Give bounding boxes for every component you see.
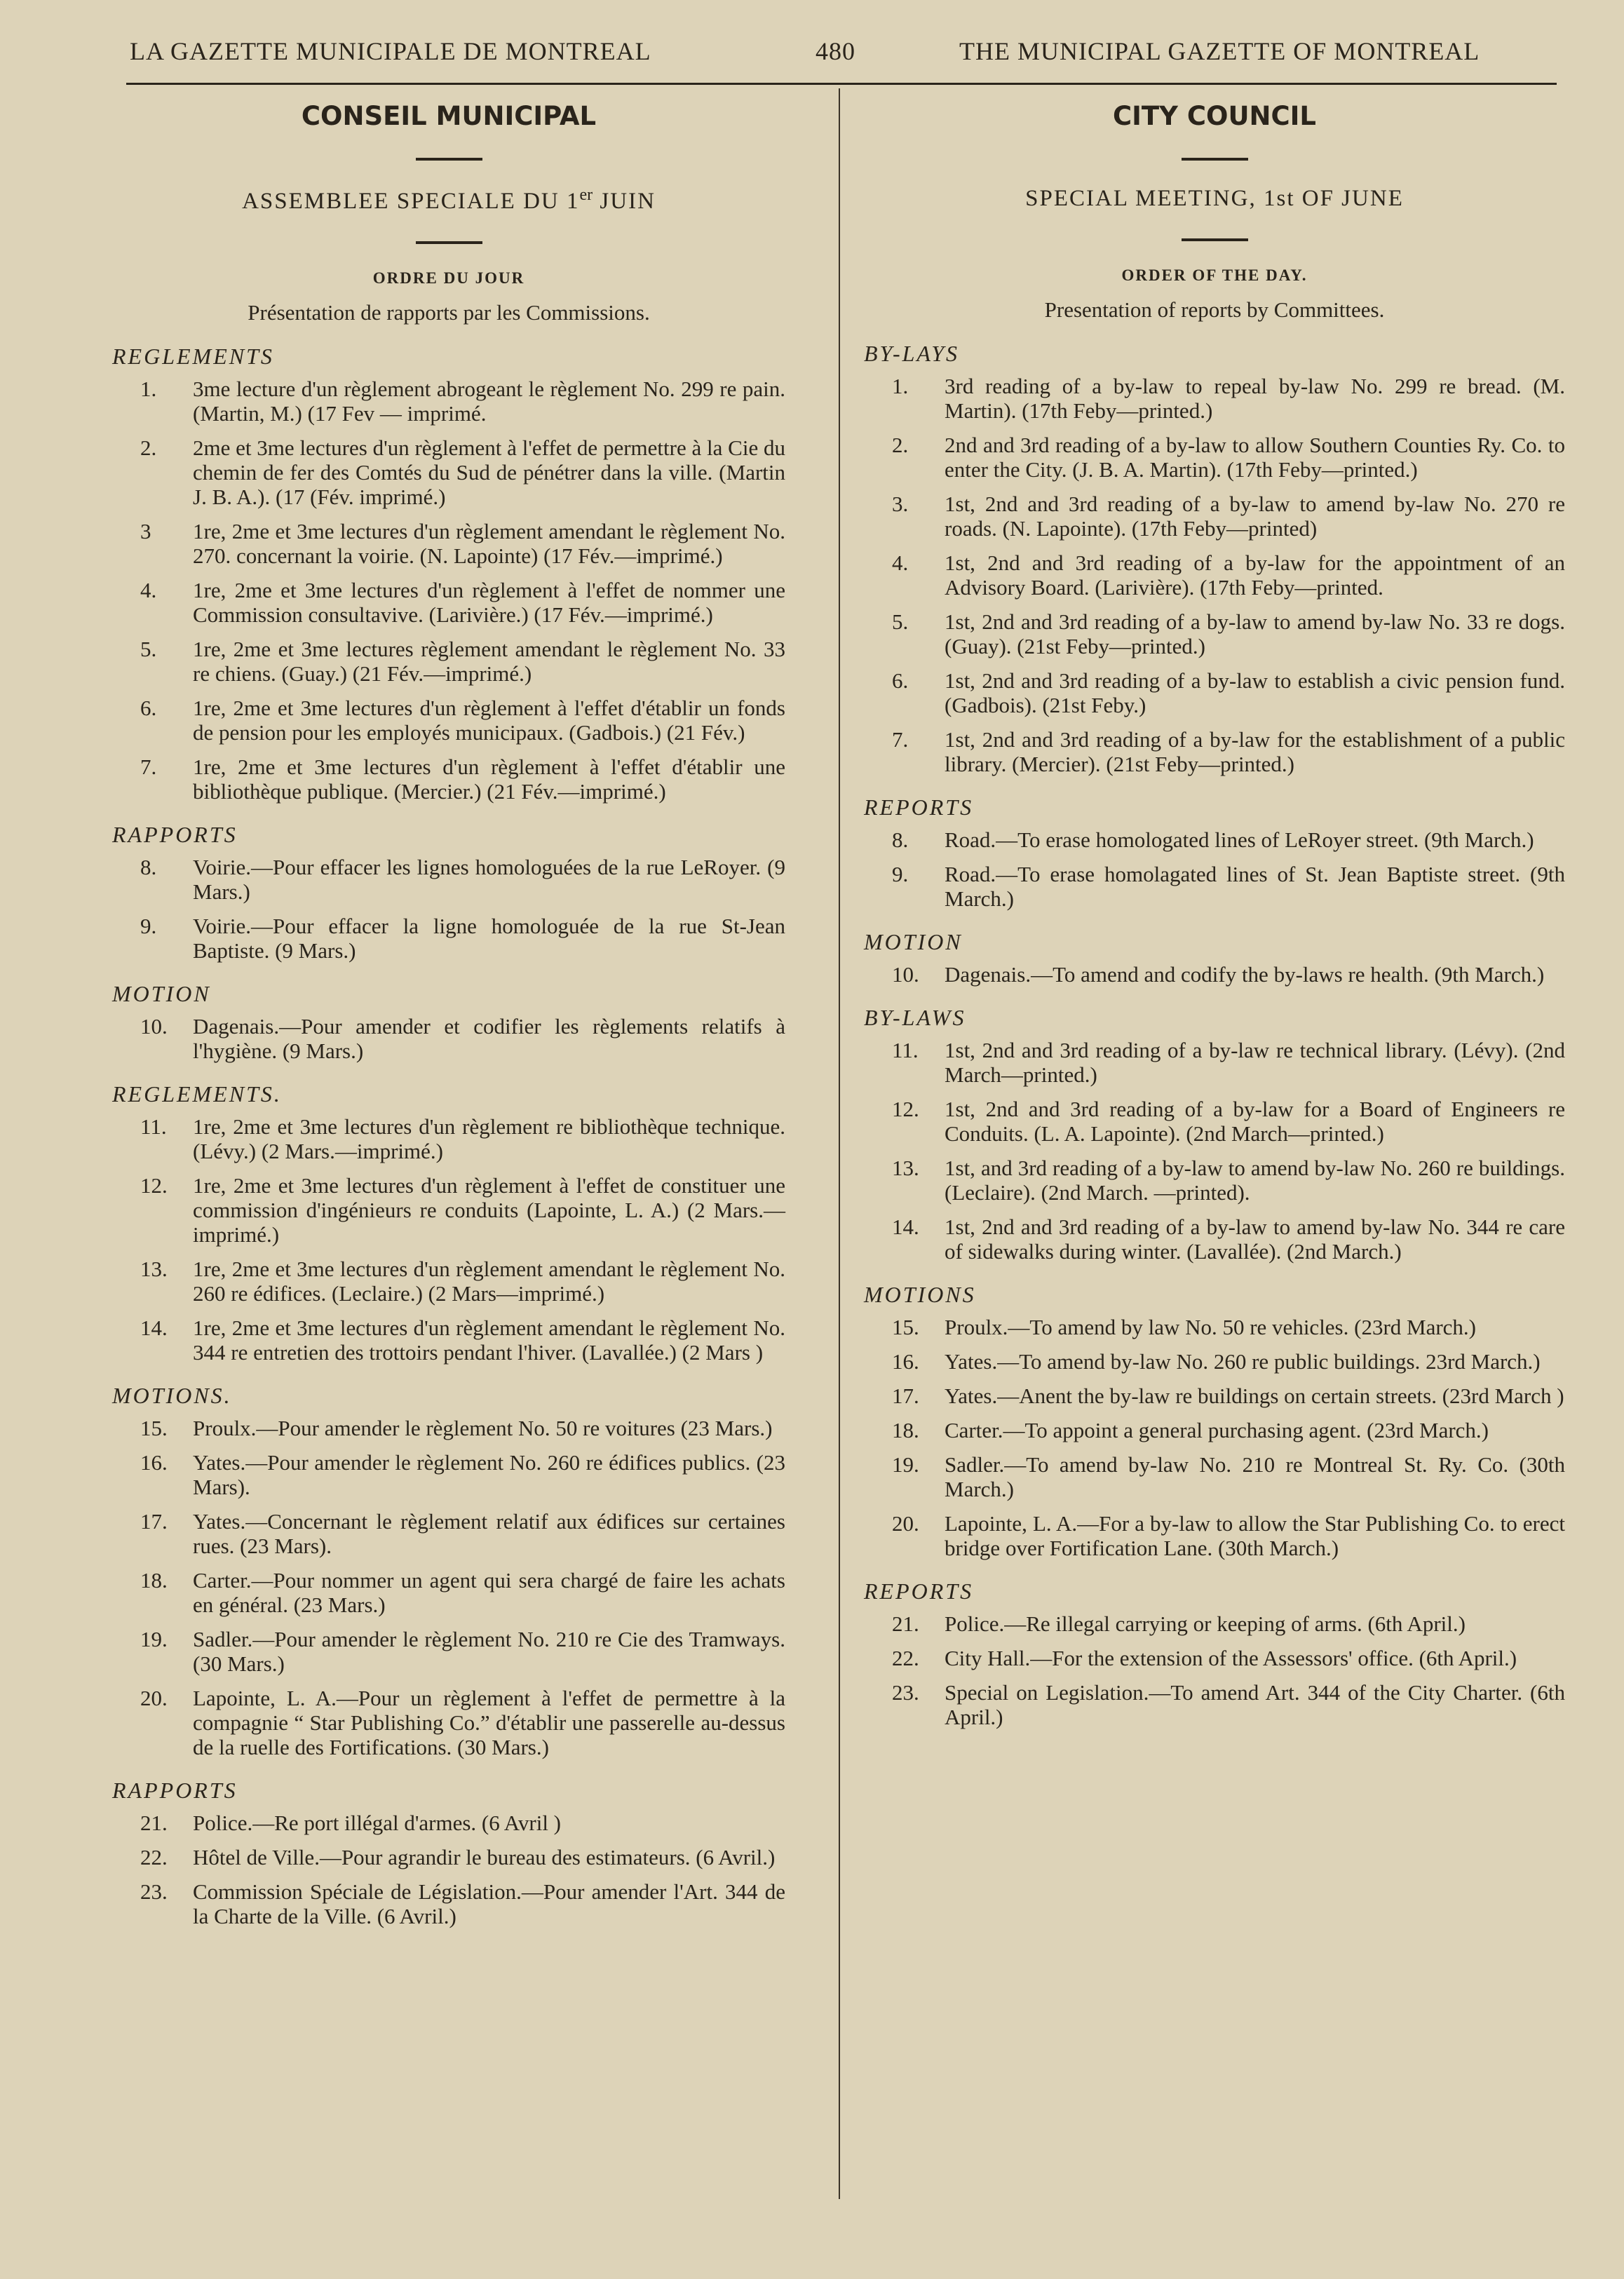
- item-text: Road.—To erase homolagated lines of St. Jean Baptiste street. (9th March.): [945, 862, 1565, 911]
- item-text: Commission Spéciale de Législation.—Pour amender l'Art. 344 de la Charte de la Ville. (6 Avril.): [193, 1879, 785, 1928]
- item-text: 1st, 2nd and 3rd reading of a by-law to amend by-law No. 270 re roads. (N. Lapointe). (17th Feby—printed): [945, 492, 1565, 541]
- agenda-item: [864, 1680, 1565, 1729]
- agenda-item: [112, 1114, 785, 1163]
- item-number: 8.: [140, 855, 157, 879]
- agenda-item: [864, 1215, 1565, 1264]
- agenda-item: [112, 1173, 785, 1247]
- item-text: 1st, 2nd and 3rd reading of a by-law for the appointment of an Advisory Board. (Larivière). (17th Feby—printed.: [945, 550, 1565, 600]
- header-right-title: THE MUNICIPAL GAZETTE OF MONTREAL: [959, 37, 1480, 65]
- agenda-item: [864, 1511, 1565, 1560]
- french-presentation: Présentation de rapports par les Commissions.: [248, 300, 650, 325]
- item-text: 2me et 3me lectures d'un règlement à l'effet de permettre à la Cie du chemin de fer des Comtés du Sud de pénétrer dans la ville. (Martin J. B. A.). (17 (Fév. imprimé.): [193, 435, 785, 509]
- agenda-item: [112, 1879, 785, 1928]
- item-number: 10.: [892, 962, 919, 987]
- item-number: 22.: [140, 1845, 168, 1869]
- item-text: 3rd reading of a by-law to repeal by-law No. 299 re bread. (M. Martin). (17th Feby—printed.): [945, 374, 1565, 423]
- item-number: 4.: [892, 550, 909, 575]
- section-heading: MOTION: [112, 981, 211, 1006]
- agenda-item: [112, 1257, 785, 1306]
- agenda-item: [864, 374, 1565, 423]
- item-number: 19.: [140, 1627, 168, 1651]
- subtitle-rule: [1182, 238, 1248, 241]
- item-text: Yates.—Concernant le règlement relatif aux édifices sur certaines rues. (23 Mars).: [193, 1509, 785, 1558]
- french-subtitle-tail: JUIN: [593, 189, 656, 214]
- agenda-item: [112, 914, 785, 963]
- agenda-item: [112, 1416, 785, 1440]
- english-subtitle: SPECIAL MEETING, 1st OF JUNE: [1025, 186, 1404, 211]
- item-number: 18.: [892, 1418, 919, 1442]
- item-number: 7.: [140, 755, 157, 779]
- item-number: 20.: [140, 1686, 168, 1710]
- item-number: 17.: [140, 1509, 168, 1534]
- english-column: [864, 91, 1565, 1739]
- section-heading: REPORTS: [864, 794, 974, 820]
- agenda-item: [864, 727, 1565, 776]
- item-number: 3: [140, 519, 151, 543]
- agenda-item: [112, 1316, 785, 1365]
- item-number: 12.: [892, 1097, 919, 1121]
- title-rule: [416, 158, 482, 161]
- item-text: 1re, 2me et 3me lectures d'un règlement à l'effet d'établir une bibliothèque publique. (Mercier.) (21 Fév.—imprimé.): [193, 755, 785, 804]
- item-number: 22.: [892, 1646, 919, 1670]
- item-text: Road.—To erase homologated lines of LeRoyer street. (9th March.): [945, 827, 1534, 852]
- french-order-heading: ORDRE DU JOUR: [372, 269, 525, 287]
- item-text: Yates.—Pour amender le règlement No. 260 re édifices publics. (23 Mars).: [193, 1450, 785, 1499]
- french-subtitle: [112, 186, 785, 215]
- french-title: CONSEIL MUNICIPAL: [301, 101, 597, 131]
- header-left-title: LA GAZETTE MUNICIPALE DE MONTREAL: [130, 37, 651, 65]
- item-number: 2.: [892, 433, 909, 457]
- title-rule: [1182, 158, 1248, 161]
- item-number: 15.: [140, 1416, 168, 1440]
- agenda-item: [112, 578, 785, 627]
- section-heading: RAPPORTS: [112, 822, 238, 847]
- agenda-item: [112, 1450, 785, 1499]
- item-text: Police.—Re port illégal d'armes. (6 Avril ): [193, 1811, 562, 1835]
- french-subtitle-sup: er: [579, 186, 593, 204]
- page-number: 480: [816, 37, 855, 65]
- french-column: [112, 91, 785, 1938]
- item-number: 4.: [140, 578, 157, 602]
- agenda-item: [864, 609, 1565, 658]
- section-heading: REPORTS: [864, 1578, 974, 1604]
- agenda-item: [864, 1097, 1565, 1146]
- section-heading: MOTION: [864, 929, 963, 954]
- agenda-item: [864, 1611, 1565, 1636]
- item-number: 13.: [140, 1257, 168, 1281]
- item-number: 13.: [892, 1156, 919, 1180]
- item-number: 20.: [892, 1511, 919, 1536]
- item-text: 1st, 2nd and 3rd reading of a by-law for a Board of Engineers re Conduits. (L. A. Lapointe). (2nd March—printed.): [945, 1097, 1565, 1146]
- item-number: 14.: [140, 1316, 168, 1340]
- item-text: 1re, 2me et 3me lectures d'un règlement amendant le règlement No. 270. concernant la voirie. (N. Lapointe) (17 Fév.—imprimé.): [193, 519, 785, 568]
- item-number: 2.: [140, 435, 157, 460]
- item-number: 5.: [892, 609, 909, 634]
- agenda-item: [864, 862, 1565, 911]
- item-text: Yates.—Anent the by-law re buildings on certain streets. (23rd March ): [945, 1384, 1564, 1408]
- french-subtitle-main: ASSEMBLEE SPECIALE DU 1: [242, 189, 580, 214]
- item-number: 19.: [892, 1452, 919, 1477]
- agenda-item: [112, 1568, 785, 1617]
- agenda-item: [112, 696, 785, 745]
- item-text: 1st, 2nd and 3rd reading of a by-law to amend by-law No. 344 re care of sidewalks during winter. (Lavallée). (2nd March.): [945, 1215, 1565, 1264]
- item-text: 1re, 2me et 3me lectures d'un règlement amendant le règlement No. 344 re entretien des trottoirs pendant l'hiver. (Lavallée.) (2 Mars ): [193, 1316, 785, 1365]
- section-heading: RAPPORTS: [112, 1778, 238, 1803]
- agenda-item: [864, 1384, 1565, 1408]
- english-title: CITY COUNCIL: [1113, 101, 1316, 131]
- agenda-item: [112, 637, 785, 686]
- item-number: 6.: [140, 696, 157, 720]
- item-text: Voirie.—Pour effacer les lignes homologuées de la rue LeRoyer. (9 Mars.): [193, 855, 785, 904]
- item-text: Sadler.—Pour amender le règlement No. 210 re Cie des Tramways. (30 Mars.): [193, 1627, 785, 1676]
- item-number: 15.: [892, 1315, 919, 1339]
- agenda-item: [864, 1038, 1565, 1087]
- item-number: 3.: [892, 492, 909, 516]
- agenda-item: [112, 435, 785, 509]
- item-text: Dagenais.—Pour amender et codifier les règlements relatifs à l'hygiène. (9 Mars.): [193, 1014, 785, 1063]
- item-number: 8.: [892, 827, 909, 852]
- item-text: Special on Legislation.—To amend Art. 344 of the City Charter. (6th April.): [945, 1680, 1565, 1729]
- agenda-item: [864, 1156, 1565, 1205]
- agenda-item: [864, 550, 1565, 600]
- item-text: 1st, 2nd and 3rd reading of a by-law to establish a civic pension fund. (Gadbois). (21st Feby.): [945, 668, 1565, 717]
- item-text: Carter.—Pour nommer un agent qui sera chargé de faire les achats en général. (23 Mars.): [193, 1568, 785, 1617]
- item-text: 1re, 2me et 3me lectures d'un règlement amendant le règlement No. 260 re édifices. (Leclaire.) (2 Mars—imprimé.): [193, 1257, 785, 1306]
- agenda-item: [112, 1014, 785, 1063]
- item-text: 1st, and 3rd reading of a by-law to amend by-law No. 260 re buildings. (Leclaire). (2nd March. —printed).: [945, 1156, 1565, 1205]
- item-number: 9.: [892, 862, 909, 886]
- item-text: Proulx.—To amend by law No. 50 re vehicles. (23rd March.): [945, 1315, 1477, 1339]
- item-text: 3me lecture d'un règlement abrogeant le règlement No. 299 re pain. (Martin, M.) (17 Fev — imprimé.: [193, 377, 785, 426]
- item-text: 1st, 2nd and 3rd reading of a by-law to amend by-law No. 33 re dogs. (Guay). (21st Feby—printed.): [945, 609, 1565, 658]
- section-heading: REGLEMENTS.: [112, 1081, 282, 1107]
- item-text: Lapointe, L. A.—Pour un règlement à l'effet de permettre à la compagnie “ Star Publishing Co.” d'établir une passerelle au-dessus de la ruelle des Fortifications. (30 Mars.): [193, 1686, 785, 1759]
- item-text: 1st, 2nd and 3rd reading of a by-law re technical library. (Lévy). (2nd March—printed.): [945, 1038, 1565, 1087]
- item-text: Voirie.—Pour effacer la ligne homologuée de la rue St-Jean Baptiste. (9 Mars.): [193, 914, 785, 963]
- item-number: 11.: [140, 1114, 167, 1139]
- agenda-item: [864, 962, 1565, 987]
- item-text: 1re, 2me et 3me lectures d'un règlement re bibliothèque technique. (Lévy.) (2 Mars.—imprimé.): [193, 1114, 785, 1163]
- item-number: 14.: [892, 1215, 919, 1239]
- item-number: 11.: [892, 1038, 919, 1062]
- item-number: 21.: [892, 1611, 919, 1636]
- item-number: 17.: [892, 1384, 919, 1408]
- item-text: Yates.—To amend by-law No. 260 re public buildings. 23rd March.): [945, 1349, 1541, 1374]
- agenda-item: [864, 492, 1565, 541]
- agenda-item: [864, 433, 1565, 482]
- item-number: 23.: [892, 1680, 919, 1705]
- item-number: 16.: [892, 1349, 919, 1374]
- item-number: 9.: [140, 914, 157, 938]
- header-rule: [126, 83, 1557, 85]
- section-heading: REGLEMENTS: [112, 344, 274, 369]
- item-number: 23.: [140, 1879, 168, 1904]
- item-number: 18.: [140, 1568, 168, 1592]
- agenda-item: [864, 1315, 1565, 1339]
- column-divider: [839, 88, 840, 2199]
- item-text: Proulx.—Pour amender le règlement No. 50 re voitures (23 Mars.): [193, 1416, 773, 1440]
- item-text: 1re, 2me et 3me lectures d'un règlement à l'effet d'établir un fonds de pension pour les employés municipaux. (Gadbois.) (21 Fév.): [193, 696, 785, 745]
- item-number: 10.: [140, 1014, 168, 1039]
- item-number: 1.: [140, 377, 157, 401]
- french-sections: [112, 344, 785, 1928]
- subtitle-rule: [416, 241, 482, 244]
- agenda-item: [864, 1349, 1565, 1374]
- item-number: 5.: [140, 637, 157, 661]
- item-text: 1re, 2me et 3me lectures d'un règlement à l'effet de constituer une commission d'ingénieurs re conduits (Lapointe, L. A.) (2 Mars.—imprimé.): [193, 1173, 785, 1247]
- english-sections: [864, 341, 1565, 1729]
- agenda-item: [112, 1509, 785, 1558]
- section-heading: BY-LAYS: [864, 341, 959, 366]
- section-heading: BY-LAWS: [864, 1005, 966, 1030]
- section-heading: MOTIONS.: [112, 1383, 232, 1408]
- english-order-heading: ORDER OF THE DAY.: [1121, 266, 1308, 284]
- agenda-item: [112, 377, 785, 426]
- agenda-item: [864, 668, 1565, 717]
- agenda-item: [864, 1646, 1565, 1670]
- item-text: City Hall.—For the extension of the Assessors' office. (6th April.): [945, 1646, 1517, 1670]
- agenda-item: [864, 827, 1565, 852]
- item-text: Police.—Re illegal carrying or keeping of arms. (6th April.): [945, 1611, 1466, 1636]
- item-text: 1st, 2nd and 3rd reading of a by-law for the establishment of a public library. (Mercier). (21st Feby—printed.): [945, 727, 1565, 776]
- item-number: 1.: [892, 374, 909, 398]
- item-number: 6.: [892, 668, 909, 693]
- item-number: 7.: [892, 727, 909, 752]
- english-presentation: Presentation of reports by Committees.: [1044, 297, 1385, 322]
- item-text: Lapointe, L. A.—For a by-law to allow the Star Publishing Co. to erect bridge over Fortification Lane. (30th March.): [945, 1511, 1565, 1560]
- agenda-item: [112, 519, 785, 568]
- item-text: Hôtel de Ville.—Pour agrandir le bureau des estimateurs. (6 Avril.): [193, 1845, 776, 1869]
- item-text: Dagenais.—To amend and codify the by-laws re health. (9th March.): [945, 962, 1545, 987]
- agenda-item: [112, 1811, 785, 1835]
- item-text: 1re, 2me et 3me lectures d'un règlement à l'effet de nommer une Commission consultavive. (Larivière.) (17 Fév.—imprimé.): [193, 578, 785, 627]
- agenda-item: [112, 855, 785, 904]
- agenda-item: [864, 1452, 1565, 1501]
- agenda-item: [112, 1845, 785, 1869]
- item-text: 1re, 2me et 3me lectures règlement amendant le règlement No. 33 re chiens. (Guay.) (21 Fév.—imprimé.): [193, 637, 785, 686]
- item-number: 21.: [140, 1811, 168, 1835]
- running-head: [0, 28, 1624, 77]
- item-text: Sadler.—To amend by-law No. 210 re Montreal St. Ry. Co. (30th March.): [945, 1452, 1565, 1501]
- agenda-item: [112, 1686, 785, 1759]
- agenda-item: [112, 1627, 785, 1676]
- item-text: Carter.—To appoint a general purchasing agent. (23rd March.): [945, 1418, 1489, 1442]
- item-number: 12.: [140, 1173, 168, 1198]
- agenda-item: [864, 1418, 1565, 1442]
- agenda-item: [112, 755, 785, 804]
- item-text: 2nd and 3rd reading of a by-law to allow Southern Counties Ry. Co. to enter the City. (J. B. A. Martin). (17th Feby—printed.): [945, 433, 1565, 482]
- section-heading: MOTIONS: [864, 1282, 976, 1307]
- item-number: 16.: [140, 1450, 168, 1475]
